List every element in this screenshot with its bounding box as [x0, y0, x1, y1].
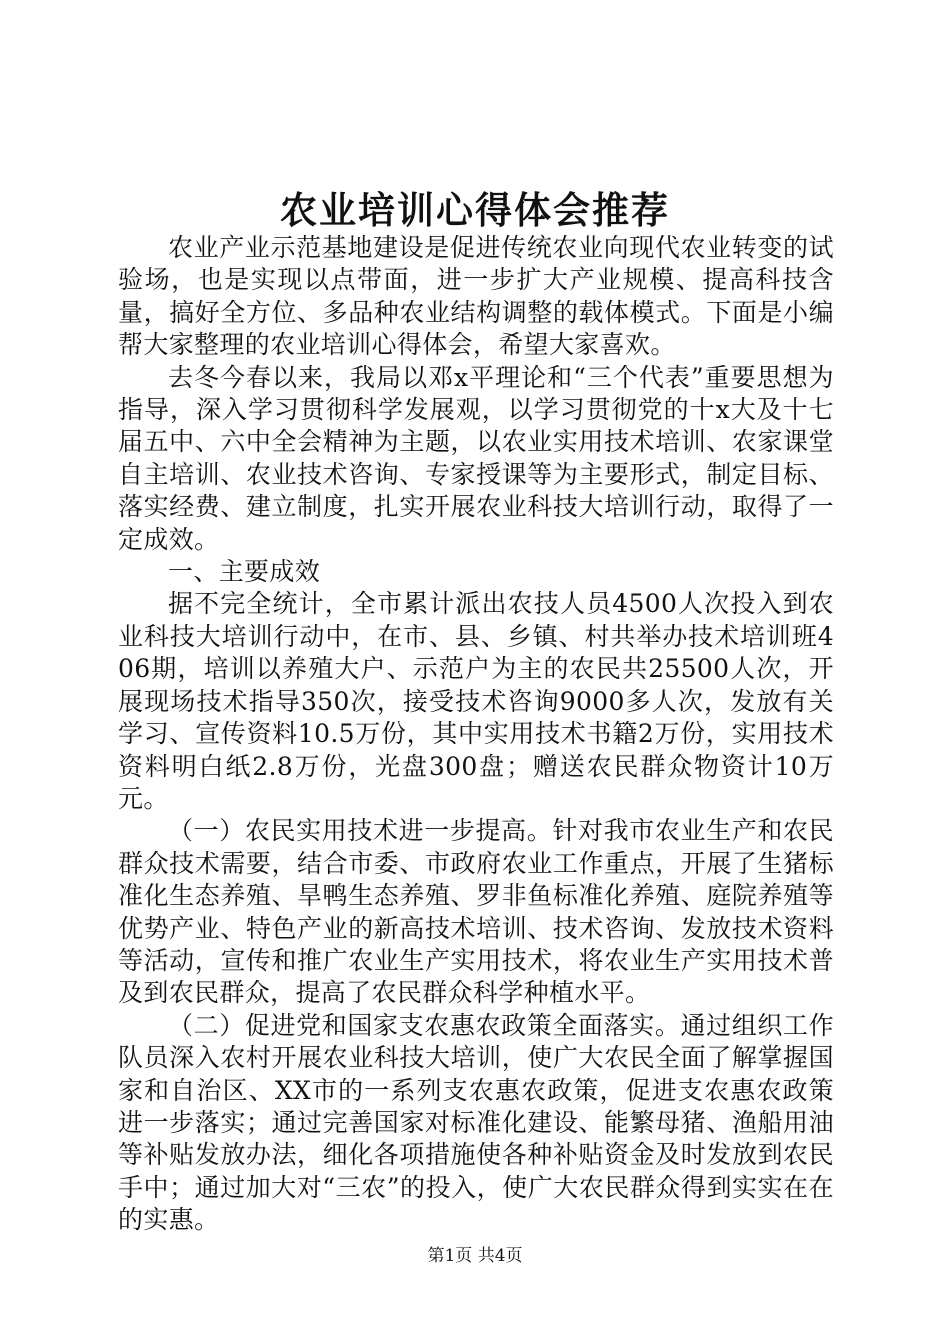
document-body: [118, 232, 834, 1237]
paragraph-statistics: 据不完全统计，全市累计派出农技人员4500人次投入到农业科技大培训行动中，在市、县、乡镇、村共举办技术培训班406期，培训以养殖大户、示范户为主的农民共25500人次，开展现场技术指导350次，接受技术咨询9000多人次，发放有关学习、宣传资料10.5万份，其中实用技术书籍2万份，实用技术资料明白纸2.8万份，光盘300盘；赠送农民群众物资计10万元。: [118, 589, 834, 813]
paragraph-overview: 去冬今春以来，我局以邓x平理论和“三个代表”重要思想为指导，深入学习贯彻科学发展观，以学习贯彻党的十x大及十七届五中、六中全会精神为主题，以农业实用技术培训、农家课堂自主培训、农业技术咨询、专家授课等为主要形式，制定目标、落实经费、建立制度，扎实开展农业科技大培训行动，取得了一定成效。: [118, 362, 834, 554]
paragraph-policy-implementation: （二）促进党和国家支农惠农政策全面落实。通过组织工作队员深入农村开展农业科技大培训，使广大农民全面了解掌握国家和自治区、XX市的一系列支农惠农政策，促进支农惠农政策进一步落实；通过完善国家对标准化建设、能繁母猪、渔船用油等补贴发放办法，细化各项措施使各种补贴资金及时发放到农民手中；通过加大对“三农”的投入，使广大农民群众得到实实在在的实惠。: [118, 1010, 834, 1235]
page-footer: 第1页 共4页: [427, 1246, 523, 1266]
paragraph-intro: 农业产业示范基地建设是促进传统农业向现代农业转变的试验场，也是实现以点带面，进一步扩大产业规模、提高科技含量，搞好全方位、多品种农业结构调整的载体模式。下面是小编帮大家整理的农业培训心得体会，希望大家喜欢。: [118, 233, 834, 360]
document-title: 农业培训心得体会推荐: [280, 188, 670, 232]
paragraph-technology-improvement: （一）农民实用技术进一步提高。针对我市农业生产和农民群众技术需要，结合市委、市政府农业工作重点，开展了生猪标准化生态养殖、旱鸭生态养殖、罗非鱼标准化养殖、庭院养殖等优势产业、特色产业的新高技术培训、技术咨询、发放技术资料等活动，宣传和推广农业生产实用技术，将农业生产实用技术普及到农民群众，提高了农民群众科学种植水平。: [118, 816, 834, 1008]
section-heading-main-results: 一、主要成效: [168, 557, 321, 587]
